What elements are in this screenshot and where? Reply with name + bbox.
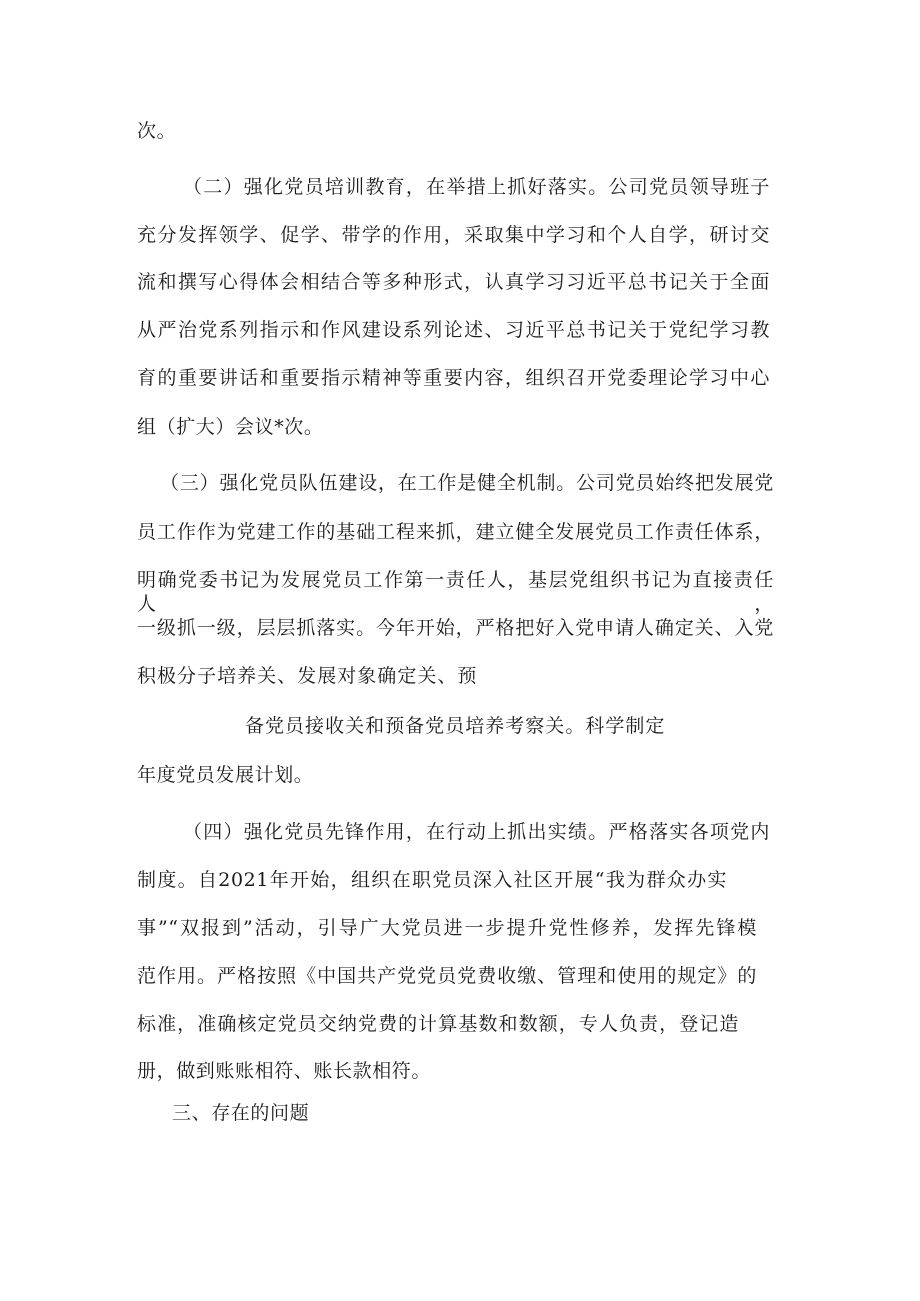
text-line: 充分发挥领学、促学、带学的作用，采取集中学习和个人自学，研讨交: [137, 224, 770, 246]
text-line: 事”“双报到”活动，引导广大党员进一步提升党性修养，发挥先锋模: [137, 917, 757, 939]
text-line: 育的重要讲话和重要指示精神等重要内容，组织召开党委理论学习中心: [137, 367, 770, 389]
text-line: 员工作作为党建工作的基础工程来抓，建立健全发展党员工作责任体系，: [137, 521, 774, 543]
text-line: （三）强化党员队伍建设，在工作是健全机制。公司党员始终把发展党: [160, 472, 774, 494]
section-heading: 三、存在的问题: [172, 1102, 310, 1124]
text-line: 积极分子培养关、发展对象确定关、预: [137, 665, 477, 687]
text-line: 备党员接收关和预备党员培养考察关。科学制定: [245, 715, 665, 737]
text-line: 一级抓一级，层层抓落实。今年开始，严格把好入党申请人确定关、入党: [137, 617, 774, 639]
text-line: 范作用。严格按照《中国共产党党员党费收缴、管理和使用的规定》的: [137, 965, 757, 987]
text-line: 制度。自2021年开始，组织在职党员深入社区开展“我为群众办实: [137, 869, 727, 891]
text-line: （四）强化党员先锋作用，在行动上抓出实绩。严格落实各项党内: [183, 821, 770, 843]
text-line: 从严治党系列指示和作风建设系列论述、习近平总书记关于党纪学习教: [137, 319, 770, 341]
text-line: 流和撰写心得体会相结合等多种形式，认真学习习近平总书记关于全面: [137, 271, 770, 293]
text-line: 册，做到账账相符、账长款相符。: [137, 1060, 432, 1082]
text-line: 次。: [137, 120, 177, 142]
text-line: 年度党员发展计划。: [137, 764, 314, 786]
text-line: 明确党委书记为发展党员工作第一责任人，基层党组织书记为直接责任人，: [137, 569, 774, 615]
text-line: 标准，准确核定党员交纳党费的计算基数和数额，专人负责，登记造: [137, 1013, 739, 1035]
text-line: 组（扩大）会议*次。: [137, 416, 324, 438]
text-line: （二）强化党员培训教育，在举措上抓好落实。公司党员领导班子: [183, 176, 770, 198]
